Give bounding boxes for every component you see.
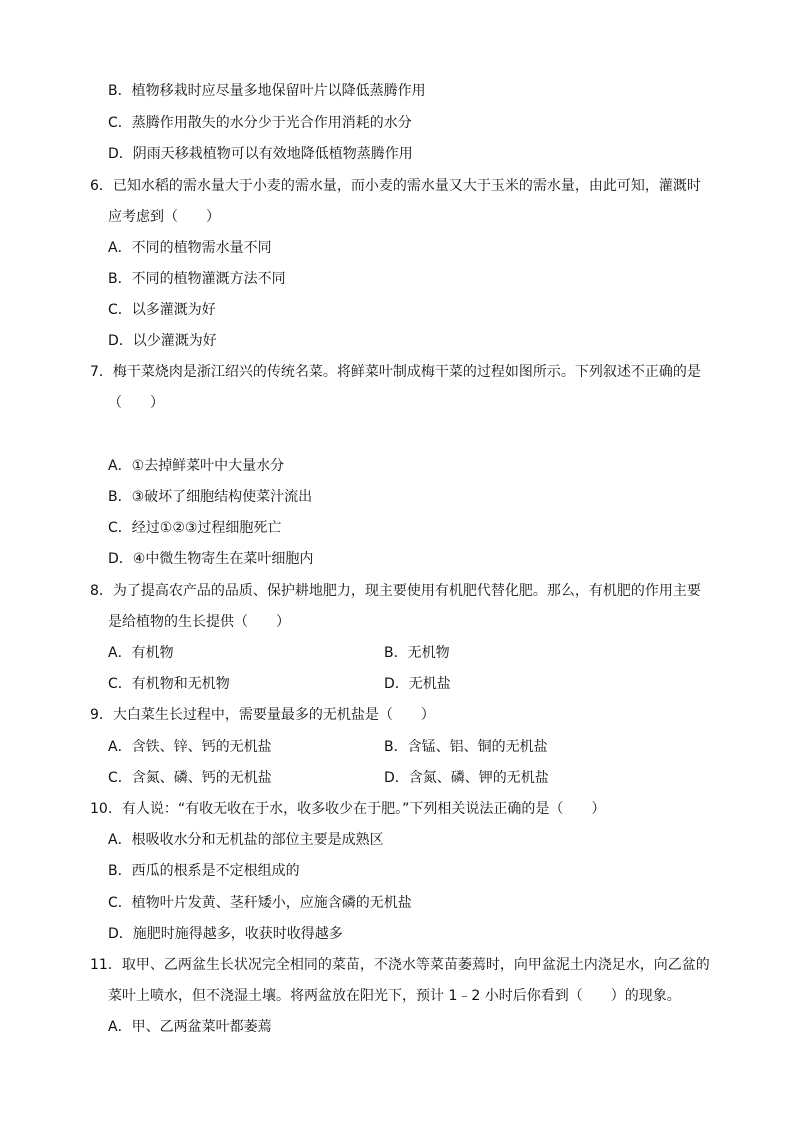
q10-option-b: B．西瓜的根系是不定根组成的 xyxy=(108,863,300,879)
q9-option-b: B．含锰、铝、铜的无机盐 xyxy=(384,739,548,755)
q8-stem: 8．为了提高农产品的品质、保护耕地肥力，现主要使用有机肥代替化肥。那么，有机肥的作用主要 xyxy=(90,583,701,599)
q11-stem-continued: 菜叶上喷水，但不浇湿土壤。将两盆放在阳光下，预计 1﹣2 小时后你看到（ ）的现象。 xyxy=(108,988,681,1004)
q7-option-c: C．经过①②③过程细胞死亡 xyxy=(108,520,282,536)
q7-stem: 7．梅干菜烧肉是浙江绍兴的传统名菜。将鲜菜叶制成梅干菜的过程如图所示。下列叙述不正确的是 xyxy=(90,364,701,380)
q7-option-a: A．①去掉鲜菜叶中大量水分 xyxy=(108,458,285,474)
q8-option-d: D．无机盐 xyxy=(384,676,451,692)
q7-stem-continued: （ ） xyxy=(108,395,164,411)
q6-option-d: D．以少灌溉为好 xyxy=(108,333,217,349)
q9-option-a: A．含铁、锌、钙的无机盐 xyxy=(108,739,272,755)
q5-option-d: D．阴雨天移栽植物可以有效地降低植物蒸腾作用 xyxy=(108,146,413,162)
q7-option-d: D．④中微生物寄生在菜叶细胞内 xyxy=(108,551,314,567)
q8-option-a: A．有机物 xyxy=(108,645,174,661)
q5-option-b: B．植物移栽时应尽量多地保留叶片以降低蒸腾作用 xyxy=(108,83,426,99)
q6-option-b: B．不同的植物灌溉方法不同 xyxy=(108,271,286,287)
q7-option-b: B．③破坏了细胞结构使菜汁流出 xyxy=(108,489,313,505)
q5-option-c: C．蒸腾作用散失的水分少于光合作用消耗的水分 xyxy=(108,115,412,131)
q9-option-c: C．含氮、磷、钙的无机盐 xyxy=(108,770,272,786)
q6-stem: 6．已知水稻的需水量大于小麦的需水量，而小麦的需水量又大于玉米的需水量，由此可知，灌溉时 xyxy=(90,178,701,194)
q11-stem: 11．取甲、乙两盆生长状况完全相同的菜苗，不浇水等菜苗萎蔫时，向甲盆泥土内浇足水，向乙盆的 xyxy=(90,957,710,973)
q6-option-a: A．不同的植物需水量不同 xyxy=(108,240,272,256)
q10-option-c: C．植物叶片发黄、茎秆矮小，应施含磷的无机盐 xyxy=(108,895,412,911)
q6-option-c: C．以多灌溉为好 xyxy=(108,302,216,318)
q6-stem-continued: 应考虑到（ ） xyxy=(108,209,220,225)
q8-stem-continued: 是给植物的生长提供（ ） xyxy=(108,614,290,630)
q8-option-b: B．无机物 xyxy=(384,645,450,661)
q11-option-a: A．甲、乙两盆菜叶都萎蔫 xyxy=(108,1019,272,1035)
q8-option-c: C．有机物和无机物 xyxy=(108,676,230,692)
q10-stem: 10．有人说：“有收无收在于水，收多收少在于肥。”下列相关说法正确的是（ ） xyxy=(90,801,606,817)
q9-stem: 9．大白菜生长过程中，需要量最多的无机盐是（ ） xyxy=(90,707,435,723)
q9-option-d: D．含氮、磷、钾的无机盐 xyxy=(384,770,549,786)
q10-option-d: D．施肥时施得越多，收获时收得越多 xyxy=(108,926,343,942)
q10-option-a: A．根吸收水分和无机盐的部位主要是成熟区 xyxy=(108,832,384,848)
